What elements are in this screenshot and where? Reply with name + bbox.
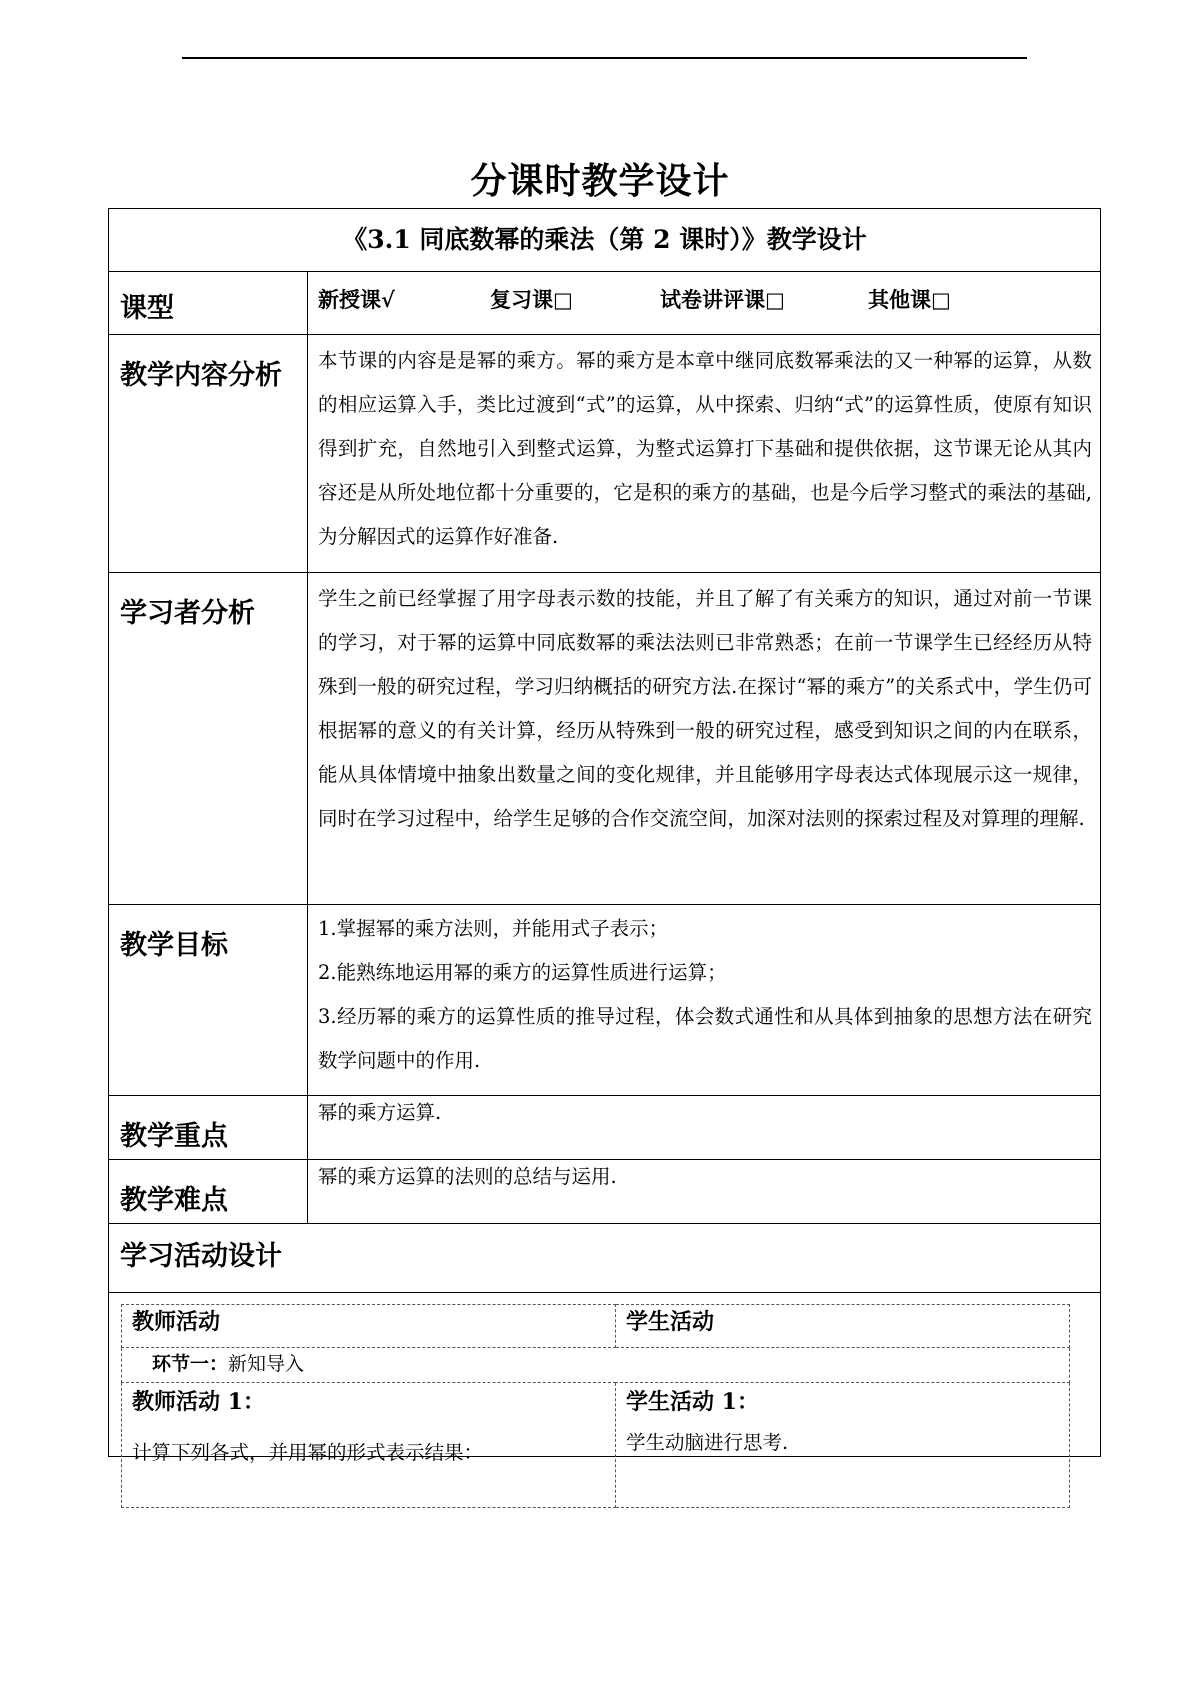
- label-learning-activity: 学习活动设计: [109, 1224, 1100, 1293]
- header-rule: [182, 57, 1027, 59]
- student-activity-1-title: 学生活动 1：: [626, 1389, 759, 1415]
- learner-analysis-text: 学生之前已经掌握了用字母表示数的技能，并且了解了有关乘方的知识，通过对前一节课的学习，对于幂的运算中同底数幂的乘法法则已非常熟悉；在前一节课学生已经经历从特殊到一般的研究过程，学习归纳概括的研究方法.在探讨“幂的乘方”的关系式中，学生仍可根据幂的意义的有关计算，经历从特殊到一般的研究过程，感受到知识之间的内在联系，能从具体情境中抽象出数量之间的变化规律，并且能够用字母表达式体现展示这一规律，同时在学习过程中，给学生足够的合作交流空间，加深对法则的探索过程及对算理的理解.: [308, 573, 1101, 905]
- content-analysis-text: 本节课的内容是是幂的乘方。幂的乘方是本章中继同底数幂乘法的又一种幂的运算，从数的相应运算入手，类比过渡到“式”的运算，从中探索、归纳“式”的运算性质，使原有知识得到扩充，自然地引入到整式运算，为整式运算打下基础和提供依据，这节课无论从其内容还是从所处地位都十分重要的，它是积的乘方的基础，也是今后学习整式的乘法的基础,为分解因式的运算作好准备.: [308, 335, 1101, 573]
- section-name: 新知导入: [228, 1353, 305, 1375]
- teacher-activity-1-text: 计算下列各式，并用幂的形式表示结果：: [132, 1441, 484, 1464]
- label-lesson-type: 课型: [109, 272, 308, 335]
- student-activity-header: 学生活动: [616, 1305, 1070, 1348]
- option-review-lesson: 复习课□: [490, 287, 573, 312]
- lesson-design-table: [108, 208, 1101, 1464]
- label-teaching-difficulty: 教学难点: [109, 1160, 308, 1224]
- teaching-key-text: 幂的乘方运算.: [308, 1096, 1101, 1160]
- option-other-lesson: 其他课□: [868, 287, 951, 312]
- label-teaching-key: 教学重点: [109, 1096, 308, 1160]
- teacher-activity-header: 教师活动: [122, 1305, 616, 1348]
- label-content-analysis: 教学内容分析: [109, 335, 308, 573]
- document-title: 分课时教学设计: [470, 160, 730, 202]
- learning-activity-section: [109, 1224, 1101, 1464]
- student-activity-1: [616, 1383, 1070, 1508]
- goal-item: 1.掌握幂的乘方法则，并能用式子表示；: [318, 917, 669, 940]
- student-activity-1-text: 学生动脑进行思考.: [626, 1431, 789, 1454]
- teaching-goals: [308, 905, 1101, 1096]
- section-heading: [122, 1348, 1070, 1383]
- option-new-lesson: 新授课√: [318, 287, 395, 312]
- label-learner-analysis: 学习者分析: [109, 573, 308, 905]
- option-exam-review-lesson: 试卷讲评课□: [660, 287, 785, 312]
- teacher-activity-1: [122, 1383, 616, 1508]
- activity-table: [121, 1304, 1070, 1508]
- goal-item: 2.能熟练地运用幂的乘方的运算性质进行运算；: [318, 961, 727, 984]
- section-prefix: 环节一：: [152, 1353, 229, 1375]
- lesson-type-options: [308, 272, 1101, 335]
- goal-item: 3.经历幂的乘方的运算性质的推导过程，体会数式通性和从具体到抽象的思想方法在研究数学问题中的作用.: [318, 1005, 1092, 1072]
- teacher-activity-1-title: 教师活动 1：: [132, 1389, 265, 1415]
- teaching-difficulty-text: 幂的乘方运算的法则的总结与运用.: [308, 1160, 1101, 1224]
- lesson-title: 《3.1 同底数幂的乘法（第 2 课时）》教学设计: [109, 209, 1101, 272]
- label-teaching-goals: 教学目标: [109, 905, 308, 1096]
